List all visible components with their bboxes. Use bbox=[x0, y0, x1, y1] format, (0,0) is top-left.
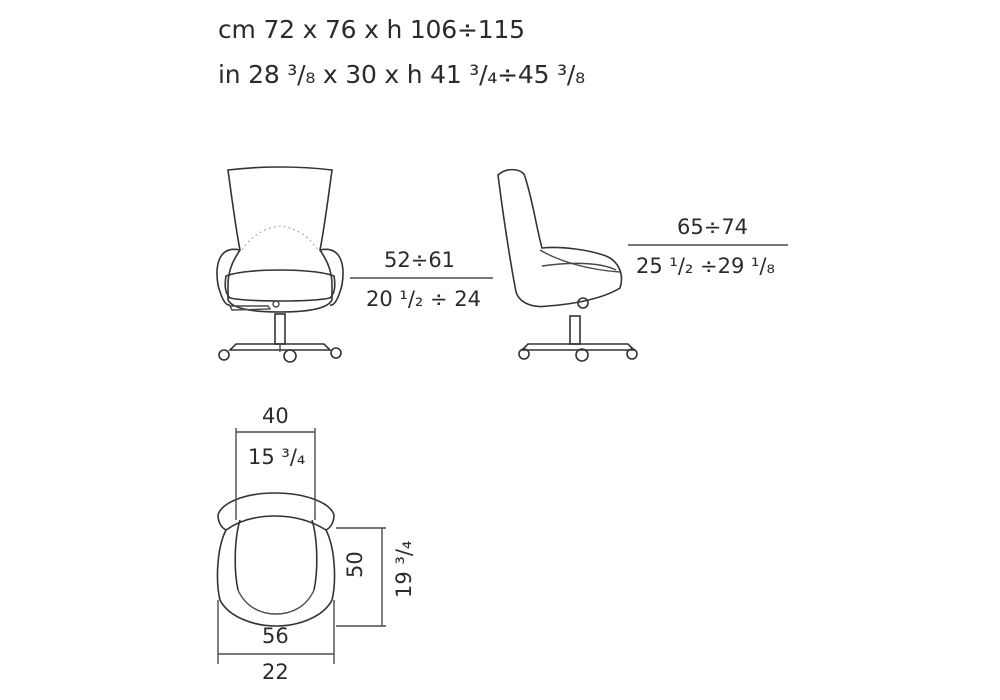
metric-dimensions: cm 72 x 76 x h 106÷115 bbox=[218, 15, 525, 44]
bottom-width-in: 22 bbox=[262, 660, 289, 684]
height-cm: 50 bbox=[343, 551, 367, 578]
front-view-chair bbox=[217, 167, 343, 362]
front-depth-cm: 52÷61 bbox=[384, 248, 456, 272]
side-depth-in: 25 ¹/₂ ÷29 ¹/₈ bbox=[636, 254, 775, 278]
side-depth-cm: 65÷74 bbox=[677, 215, 749, 239]
height-in: 19 ³/₄ bbox=[392, 540, 416, 598]
bottom-width-cm: 56 bbox=[262, 624, 289, 648]
imperial-dimensions: in 28 ³/₈ x 30 x h 41 ³/₄÷45 ³/₈ bbox=[218, 60, 585, 89]
front-depth-in: 20 ¹/₂ ÷ 24 bbox=[366, 287, 481, 311]
top-width-cm: 40 bbox=[262, 404, 289, 428]
top-width-in: 15 ³/₄ bbox=[248, 445, 306, 469]
top-view-chair bbox=[218, 493, 335, 626]
side-view-chair bbox=[498, 170, 637, 361]
